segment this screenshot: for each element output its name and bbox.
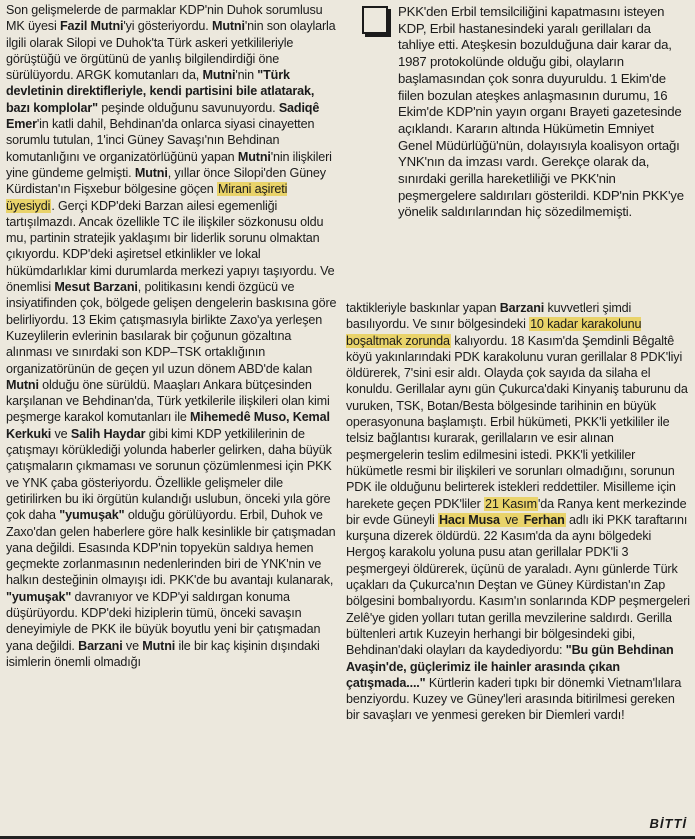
bold-name: Ferhan (523, 512, 565, 527)
highlighted-text: 21 Kasım (484, 496, 537, 511)
bold-name: Hacı Musa (438, 512, 500, 527)
bold-name: Mutni (237, 149, 271, 164)
left-column-text: Son gelişmelerde de parmaklar KDP'nin Duhok sorumlusu MK üyesi Fazil Mutni'yi gösteriyordu. Mutni'nin son olaylarla ilgili olarak Silopi ve Duhok'ta Türk askeri yetkilileriyle görüştüğü ve örgütünü de yanlış bilgilendirdiği öne sürülüyordu. ARGK komutanları da, Mutni'nin "Türk devletinin direktifleriyle, kendi partisini bile atlatarak, bazı komplolar" peşinde olduğunu savunuyordu. Sadiqê Emer'in katli dahil, Behdinan'da onlarca siyasi cinayetten sorumlu tutulan, 1'inci Güney Savaşı'nın Behdinan komutanlığını ve organizatörlüğünü yapan Mutni'nin ilişkileri yine gündeme gelmişti. Mutni, yıllar önce Silopi'den Güney Kürdistan'ın Fişxebur bölgesine göçen Mirani aşireti üyesiydi. Gerçi KDP'deki Barzan ailesi egemenliği tartışılmazdı. Ancak özellikle TC ile ilişkiler sözkonusu oldu mu, partinin stratejik yaklaşımı bir liderlik sorunu olmaktan çıkıyordu. KDP'deki aşiretsel etkinlikler ve lokal hükümdarlıklar kimi durumlarda merkezi yapıyı taşıyordu. Ve önemlisi Mesut Barzani, politikasını kendi özgücü ve insiyatifinden çok, bölgede gelişen dengelerin baskısına göre belirliyordu. 13 Ekim çatışmasıyla birlikte Zaxo'ya yerleşen Kuzeylilerin evlerinin basılarak bir çoğunun gözaltına alınması ve sınırdaki son KDP–TSK ortaklığının organizatörünün de geçen yıl uzun dönem ABD'de kalan Mutni olduğu öne sürüldü. Maaşları Ankara bütçesinden karşılanan ve Behdinan'da, Türk yetkilerile ilişkileri olan kimi peşmerge karakol komutanları ile Mihemedê Muso, Kemal Kerkuki ve Salih Haydar gibi kimi KDP yetkililerinin de çatışmayı körüklediği yolunda haberler gelirken, daha büyük çatışmaların çıkmaması ve sorunun çözümlenmesi için PKK ve YNK çaba gösteriyordu. Özellikle gelişmeler dile getirilirken bu iki örgütün kulandığı uslubun, önceki yıla göre çok daha "yumuşak" olduğu görülüyordu. Erbil, Duhok ve Zaxo'dan gelen haberlere göre halk kesinlikle bir çatışmadan yana değildi. Esasında KDP'nin topyekün saldıya hemen geçmekte zorlanmasının nedenlerinden biri de YNK'nin ve halkın desteğinin olmayışı idi. PKK'de bu avantajı kulanarak, "yumuşak" davranıyor ve KDP'yi saldırgan konuma düşürüyordu. KDP'deki hiziplerin tümü, önceki savaşın deneyimiyle de PKK ile büyük boyutlu yeni bir çatışmadan yana değildi. Barzani ve Mutni ile bir kaç kişinin dışındaki isimlerin önemli olmadığı (6, 3, 337, 669)
bold-name: Mutni (202, 68, 236, 83)
bold-name: Fazil Mutni (59, 19, 124, 34)
bold-name: Sadiqê Emer (6, 100, 320, 132)
callout-square-icon (362, 6, 388, 34)
article-left-column (6, 2, 339, 670)
bold-name: Mihemedê Muso, Kemal Kerkuki (6, 410, 330, 441)
bold-name: Mutni (6, 377, 39, 392)
bold-name: Barzani (78, 638, 123, 653)
bold-name: Mutni (134, 165, 168, 180)
bold-name: "yumuşak" (6, 589, 72, 604)
bold-name: Mutni (142, 638, 176, 653)
highlighted-text: ve (501, 512, 522, 527)
highlighted-text: 10 kadar karakolunu boşaltmak zorunda (346, 317, 642, 348)
bold-name: "Türk devletinin direktifleriyle, kendi partisini bile atlatarak, bazı komplolar" (6, 68, 315, 115)
bold-name: Salih Haydar (70, 426, 146, 441)
bold-name: "yumuşak" (59, 508, 125, 523)
end-mark: BİTTİ (649, 816, 687, 831)
bold-name: Barzani (499, 301, 545, 315)
bold-name: "Bu gün Behdinan Avaşin'de, güçlerimiz ile hainler arasında çıkan çatışmada...." (346, 643, 674, 690)
callout-box (362, 4, 690, 300)
bold-name: Mutni (211, 19, 245, 34)
bold-name: Mesut Barzani (54, 280, 138, 295)
article-right-column (346, 300, 691, 724)
callout-text: PKK'den Erbil temsilciliğini kapatmasını isteyen KDP, Erbil hastanesindeki yaralı gerillaları da tahliye etti. Ateşkesin bozulduğuna dair karar da, 1987 protokolünde olduğu gibi, olayların başlamasından çok sonra duyuruldu. 1 Ekim'de fiilen bozulan ateşkes anlaşmasının durumu, 16 Ekim'de KDP'nin yayın organı Brayeti gazetesinde açıklandı. Kararın altında Hükümetin Emniyet Genel Müdürlüğü'nün, dolayısıyla koalisyon ortağı YNK'nın da imzası vardı. Gerekçe olarak da, sınırdaki gerilla hareketliliği ve PKK'nin peşmergelere saldırıları gösterildi. KDP'nin PKK'ye yönelik saldırılarından hiç sözedilmemişti. (398, 4, 684, 220)
right-column-text: taktikleriyle baskınlar yapan Barzani kuvvetleri şimdi basılıyordu. Ve sınır bölgesindeki 10 kadar karakolunu boşaltmak zorunda kalıyordu. 18 Kasım'da Şemdinli Bêgaltê köyü yakınlarındaki PDK karakolunu vuran gerillalar 8 PDK'liyi öldürerek, 7'sini esir aldı. Olayda çok sayıda da silaha el konuldu. Gerillalar aynı gün Çukurca'daki Kinyaniş taburunu da vuruken, TSK, Botan/Besta bölgesinde tarihinin en büyük operasyonuna başlamıştı. Erbil hükümeti, PKK'li yetkililer ile telsiz bağlantısı kurarak, gerillaların ve esir alınan peşmergelerin teslim edilmesini istedi. PKK'li yetkililer hükümetle resmi bir ilişkileri ve sorunları olmadığını, sorunun PDK ile olduğunu belirterek istekleri reddettiler. Misilleme için harekete geçen PDK'liler 21 Kasım'da Ranya kent merkezinde bir evde Güneyli Hacı Musa ve Ferhan adlı iki PKK taraftarını kurşuna dizerek öldürdü. 22 Kasım'da da aynı bölgedeki Hergoş karakolu yoluna pusu atan gerillalar PDK'li 3 peşmergeyi öldürerek, üçünü de yaraladı. Aynı günlerde Türk uçakları da Çukurca'nın Deştan ve Güney Kürdistan'ın Zap bölgesini bombalıyordu. Kasım'ın sonlarında KDP peşmergeleri Zelê'ye giden yolları tutan gerilla mevzilerine saldırdı. Gerilla bültenleri artık Kuzeyin herhangi bir bölgesindeki gibi, Behdinan'daki olayları da kaydediyordu: "Bu gün Behdinan Avaşin'de, güçlerimiz ile hainler arasında çıkan çatışmada...." Kürtlerin kaderi tıpkı bir dönemki Vietnam'lılara benziyordu. Kuzey ve Güney'leri arasında bitirilmesi gereken bir savaşları ve yenmesi gereken bir Diemleri vardı! (346, 301, 690, 723)
highlighted-text: Mirani aşireti üyesiydi (6, 182, 288, 213)
